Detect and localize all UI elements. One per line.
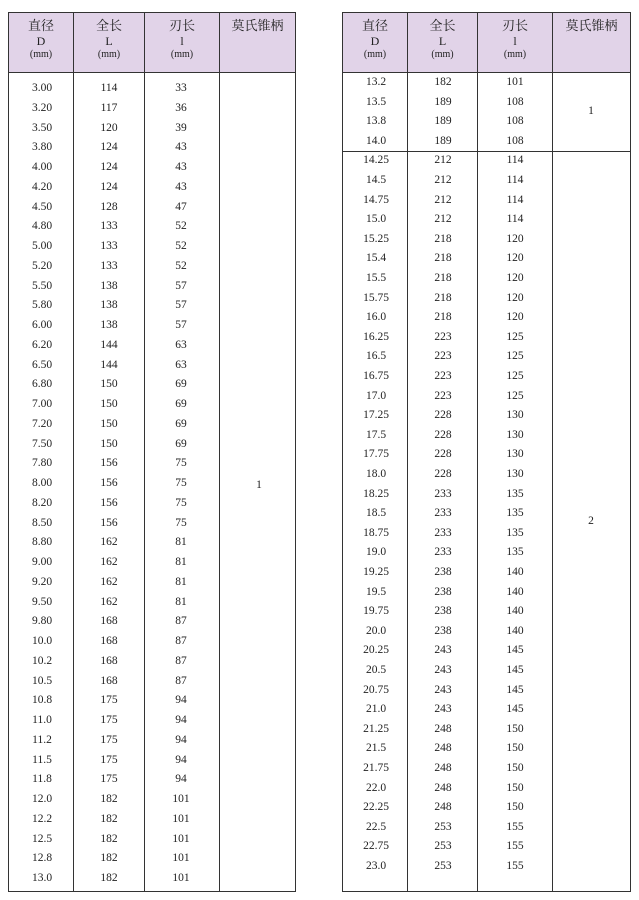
overall-length-cell: 175 (100, 773, 118, 786)
diameter-cell: 12.5 (31, 832, 53, 845)
overall-length-cell: 248 (434, 781, 452, 794)
overall-length-cell: 182 (100, 872, 118, 884)
diameter-cell: 22.75 (363, 840, 389, 853)
flute-length-cell: 94 (175, 733, 187, 746)
flute-length-cell: 145 (506, 683, 524, 696)
overall-length-cell: 120 (100, 121, 118, 134)
diameter-cell: 22.25 (363, 801, 389, 814)
header-symbol: D (370, 34, 380, 49)
diameter-cell: 6.50 (31, 358, 53, 371)
overall-length-cell: 124 (100, 141, 118, 154)
header-unit: (mm) (97, 49, 121, 61)
overall-length-cell: 144 (100, 338, 118, 351)
header-unit: (mm) (431, 49, 454, 61)
overall-length-cell: 175 (100, 753, 118, 766)
flute-length-cell: 114 (506, 174, 524, 186)
flute-length-cell: 114 (506, 193, 524, 206)
flute-length-cell: 63 (175, 338, 187, 351)
diameter-cell: 13.2 (365, 76, 387, 88)
header-symbol: L (438, 34, 447, 49)
header-diameter (9, 13, 73, 72)
flute-length-cell: 69 (175, 398, 187, 410)
overall-length-cell: 223 (434, 330, 452, 343)
diameter-cell: 19.0 (365, 546, 387, 559)
flute-length-cell: 52 (175, 240, 187, 252)
flute-length-cell: 135 (506, 487, 524, 500)
overall-length-cell: 133 (100, 240, 118, 252)
overall-length-cell: 238 (434, 566, 452, 578)
overall-length-cell: 243 (434, 683, 452, 696)
overall-length-cell: 228 (434, 468, 452, 480)
column-divider (407, 13, 408, 891)
flute-length-cell: 108 (506, 115, 524, 128)
overall-length-cell: 218 (434, 232, 452, 245)
header-symbol: L (105, 34, 113, 49)
header-title: 刃长 (501, 18, 528, 33)
diameter-cell: 4.80 (31, 220, 53, 233)
overall-length-cell: 156 (100, 516, 118, 529)
overall-length-cell: 248 (434, 722, 452, 735)
overall-length-cell: 223 (434, 370, 452, 382)
flute-length-cell: 155 (506, 860, 524, 872)
header-unit: (mm) (170, 49, 194, 61)
overall-length-cell: 156 (100, 457, 118, 470)
diameter-cell: 21.75 (363, 762, 389, 774)
overall-length-cell: 138 (100, 279, 118, 292)
header-unit: (mm) (363, 49, 387, 61)
column-divider (552, 13, 553, 891)
flute-length-cell: 75 (175, 496, 187, 509)
flute-length-cell: 94 (175, 714, 187, 726)
diameter-cell: 15.5 (365, 272, 387, 284)
flute-length-cell: 101 (172, 832, 190, 845)
overall-length-cell: 238 (434, 624, 452, 637)
flute-length-cell: 87 (175, 674, 187, 687)
drill-table-right (342, 12, 631, 892)
diameter-cell: 18.0 (365, 468, 387, 480)
diameter-cell: 7.20 (31, 417, 53, 430)
diameter-cell: 16.25 (363, 330, 389, 343)
diameter-cell: 7.50 (31, 437, 53, 450)
overall-length-cell: 117 (100, 101, 118, 114)
table-header (343, 13, 630, 73)
overall-length-cell: 253 (434, 840, 452, 853)
overall-length-cell: 138 (100, 299, 118, 312)
flute-length-cell: 114 (506, 154, 524, 167)
diameter-cell: 5.20 (31, 259, 53, 272)
diameter-cell: 12.8 (31, 852, 53, 865)
diameter-cell: 6.00 (31, 319, 53, 331)
diameter-cell: 14.5 (365, 174, 387, 186)
flute-length-cell: 101 (506, 76, 524, 88)
flute-length-cell: 120 (506, 252, 524, 265)
diameter-cell: 18.25 (363, 487, 389, 500)
overall-length-cell: 212 (434, 154, 452, 167)
diameter-cell: 12.2 (31, 812, 53, 825)
diameter-cell: 8.00 (31, 477, 53, 489)
flute-length-cell: 150 (506, 742, 524, 755)
diameter-cell: 4.20 (31, 180, 53, 193)
flute-length-cell: 94 (175, 773, 187, 786)
flute-length-cell: 43 (175, 180, 187, 193)
flute-length-cell: 94 (175, 694, 187, 707)
diameter-cell: 22.5 (365, 820, 387, 833)
overall-length-cell: 212 (434, 213, 452, 226)
column-divider (219, 13, 220, 891)
overall-length-cell: 212 (434, 193, 452, 206)
overall-length-cell: 253 (434, 860, 452, 872)
overall-length-cell: 189 (434, 134, 452, 147)
flute-length-cell: 130 (506, 468, 524, 480)
flute-length-cell: 125 (506, 330, 524, 343)
diameter-cell: 5.80 (31, 299, 53, 312)
diameter-cell: 11.2 (32, 733, 52, 746)
overall-length-cell: 162 (100, 575, 118, 588)
diameter-cell: 19.5 (365, 585, 387, 598)
flute-length-cell: 155 (506, 820, 524, 833)
overall-length-cell: 189 (434, 115, 452, 128)
flute-length-cell: 150 (506, 781, 524, 794)
header-diameter (343, 13, 407, 72)
flute-length-cell: 36 (175, 101, 187, 114)
group-divider (343, 151, 630, 152)
diameter-cell: 19.75 (363, 605, 389, 618)
flute-length-cell: 87 (175, 635, 187, 647)
diameter-cell: 13.8 (365, 115, 387, 128)
overall-length-cell: 144 (100, 358, 118, 371)
diameter-cell: 21.5 (365, 742, 387, 755)
overall-length-cell: 162 (100, 556, 118, 568)
flute-length-cell: 47 (175, 200, 187, 213)
diameter-cell: 17.5 (365, 428, 387, 441)
header-flute-length (145, 13, 219, 72)
overall-length-cell: 253 (434, 820, 452, 833)
flute-length-cell: 145 (506, 664, 524, 676)
diameter-cell: 6.20 (31, 338, 53, 351)
flute-length-cell: 125 (506, 370, 524, 382)
overall-length-cell: 175 (100, 733, 118, 746)
overall-length-cell: 218 (434, 311, 452, 324)
diameter-cell: 3.50 (31, 121, 53, 134)
header-symbol: D (36, 34, 46, 49)
diameter-cell: 20.5 (365, 664, 387, 676)
overall-length-cell: 150 (100, 437, 118, 450)
flute-length-cell: 81 (175, 575, 187, 588)
header-morse-taper (220, 13, 295, 72)
flute-length-cell: 135 (506, 526, 524, 539)
diameter-cell: 20.0 (365, 624, 387, 637)
diameter-cell: 20.75 (363, 683, 389, 696)
flute-length-cell: 125 (506, 350, 524, 363)
flute-length-cell: 101 (172, 872, 190, 884)
flute-length-cell: 81 (175, 595, 187, 608)
flute-length-cell: 81 (175, 556, 187, 568)
flute-length-cell: 75 (175, 457, 187, 470)
overall-length-cell: 150 (100, 417, 118, 430)
overall-length-cell: 248 (434, 801, 452, 814)
diameter-cell: 7.00 (31, 398, 53, 410)
diameter-cell: 13.5 (365, 95, 387, 108)
flute-length-cell: 52 (175, 259, 187, 272)
flute-length-cell: 145 (506, 703, 524, 716)
diameter-cell: 3.80 (31, 141, 53, 154)
diameter-cell: 17.25 (363, 409, 389, 422)
flute-length-cell: 130 (506, 409, 524, 422)
overall-length-cell: 168 (100, 674, 118, 687)
flute-length-cell: 150 (506, 801, 524, 814)
overall-length-cell: 238 (434, 585, 452, 598)
flute-length-cell: 108 (506, 134, 524, 147)
diameter-cell: 13.0 (31, 872, 53, 884)
column-divider (73, 13, 74, 891)
header-morse-taper (553, 13, 630, 72)
header-title: 直径 (361, 18, 388, 33)
overall-length-cell: 223 (434, 350, 452, 363)
overall-length-cell: 175 (100, 694, 118, 707)
diameter-cell: 11.5 (32, 753, 52, 766)
flute-length-cell: 57 (175, 319, 187, 331)
overall-length-cell: 233 (434, 487, 452, 500)
flute-length-cell: 140 (506, 585, 524, 598)
overall-length-cell: 223 (434, 389, 452, 402)
diameter-cell: 20.25 (363, 644, 389, 657)
diameter-cell: 5.50 (31, 279, 53, 292)
header-symbol: l (180, 34, 184, 49)
overall-length-cell: 218 (434, 252, 452, 265)
flute-length-cell: 140 (506, 566, 524, 578)
header-symbol: l (513, 34, 517, 49)
flute-length-cell: 125 (506, 389, 524, 402)
overall-length-cell: 228 (434, 409, 452, 422)
flute-length-cell: 43 (175, 141, 187, 154)
overall-length-cell: 233 (434, 507, 452, 520)
flute-length-cell: 155 (506, 840, 524, 853)
morse-taper-cell: 1 (588, 105, 594, 118)
flute-length-cell: 57 (175, 299, 187, 312)
flute-length-cell: 120 (506, 311, 524, 324)
column-divider (144, 13, 145, 891)
diameter-cell: 17.0 (365, 389, 387, 402)
flute-length-cell: 120 (506, 272, 524, 284)
flute-length-cell: 57 (175, 279, 187, 292)
overall-length-cell: 133 (100, 259, 118, 272)
flute-length-cell: 43 (175, 161, 187, 173)
flute-length-cell: 39 (175, 121, 187, 134)
flute-length-cell: 140 (506, 624, 524, 637)
overall-length-cell: 248 (434, 762, 452, 774)
drill-table-left (8, 12, 296, 892)
diameter-cell: 6.80 (31, 378, 53, 391)
flute-length-cell: 81 (175, 536, 187, 549)
flute-length-cell: 120 (506, 291, 524, 304)
overall-length-cell: 243 (434, 664, 452, 676)
diameter-cell: 21.0 (365, 703, 387, 716)
diameter-cell: 12.0 (31, 793, 53, 805)
diameter-cell: 16.75 (363, 370, 389, 382)
flute-length-cell: 87 (175, 654, 187, 667)
table-header (9, 13, 295, 73)
header-title: 莫氏锥柄 (565, 18, 618, 33)
diameter-cell: 5.00 (31, 240, 53, 252)
overall-length-cell: 150 (100, 378, 118, 391)
overall-length-cell: 182 (100, 852, 118, 865)
overall-length-cell: 212 (434, 174, 452, 186)
flute-length-cell: 52 (175, 220, 187, 233)
diameter-cell: 23.0 (365, 860, 387, 872)
diameter-cell: 10.0 (31, 635, 53, 647)
flute-length-cell: 150 (506, 722, 524, 735)
overall-length-cell: 138 (100, 319, 118, 331)
overall-length-cell: 238 (434, 605, 452, 618)
header-overall-length (408, 13, 477, 72)
diameter-cell: 9.80 (31, 615, 53, 628)
overall-length-cell: 182 (100, 832, 118, 845)
flute-length-cell: 140 (506, 605, 524, 618)
header-flute-length (478, 13, 552, 72)
overall-length-cell: 168 (100, 615, 118, 628)
overall-length-cell: 156 (100, 496, 118, 509)
flute-length-cell: 135 (506, 507, 524, 520)
overall-length-cell: 182 (100, 812, 118, 825)
overall-length-cell: 182 (100, 793, 118, 805)
diameter-cell: 11.0 (32, 714, 52, 726)
diameter-cell: 21.25 (363, 722, 389, 735)
header-title: 全长 (429, 18, 456, 33)
diameter-cell: 16.5 (365, 350, 387, 363)
diameter-cell: 9.50 (31, 595, 53, 608)
flute-length-cell: 69 (175, 417, 187, 430)
diameter-cell: 15.75 (363, 291, 389, 304)
header-overall-length (74, 13, 144, 72)
flute-length-cell: 114 (506, 213, 524, 226)
overall-length-cell: 175 (100, 714, 118, 726)
overall-length-cell: 124 (100, 161, 118, 173)
overall-length-cell: 114 (100, 82, 118, 94)
diameter-cell: 10.2 (31, 654, 53, 667)
header-title: 刃长 (168, 18, 195, 33)
flute-length-cell: 130 (506, 448, 524, 461)
overall-length-cell: 168 (100, 635, 118, 647)
overall-length-cell: 168 (100, 654, 118, 667)
diameter-cell: 11.8 (32, 773, 52, 786)
diameter-cell: 14.75 (363, 193, 389, 206)
diameter-cell: 14.25 (363, 154, 389, 167)
diameter-cell: 8.20 (31, 496, 53, 509)
overall-length-cell: 233 (434, 546, 452, 559)
diameter-cell: 9.00 (31, 556, 53, 568)
header-unit: (mm) (503, 49, 527, 61)
overall-length-cell: 124 (100, 180, 118, 193)
flute-length-cell: 94 (175, 753, 187, 766)
overall-length-cell: 162 (100, 595, 118, 608)
morse-taper-cell: 2 (588, 514, 594, 527)
diameter-cell: 4.00 (31, 161, 53, 173)
overall-length-cell: 133 (100, 220, 118, 233)
diameter-cell: 15.25 (363, 232, 389, 245)
overall-length-cell: 156 (100, 477, 118, 489)
diameter-cell: 8.50 (31, 516, 53, 529)
header-title: 全长 (95, 18, 122, 33)
diameter-cell: 10.8 (31, 694, 53, 707)
diameter-cell: 18.5 (365, 507, 387, 520)
overall-length-cell: 218 (434, 291, 452, 304)
diameter-cell: 16.0 (365, 311, 387, 324)
diameter-cell: 17.75 (363, 448, 389, 461)
flute-length-cell: 33 (175, 82, 187, 94)
diameter-cell: 10.5 (31, 674, 53, 687)
overall-length-cell: 243 (434, 703, 452, 716)
flute-length-cell: 75 (175, 516, 187, 529)
diameter-cell: 14.0 (365, 134, 387, 147)
diameter-cell: 3.00 (31, 82, 53, 94)
flute-length-cell: 101 (172, 812, 190, 825)
diameter-cell: 15.0 (365, 213, 387, 226)
diameter-cell: 8.80 (31, 536, 53, 549)
diameter-cell: 22.0 (365, 781, 387, 794)
flute-length-cell: 150 (506, 762, 524, 774)
overall-length-cell: 228 (434, 428, 452, 441)
header-title: 直径 (27, 18, 54, 33)
flute-length-cell: 75 (175, 477, 187, 489)
flute-length-cell: 101 (172, 852, 190, 865)
flute-length-cell: 135 (506, 546, 524, 559)
column-divider (477, 13, 478, 891)
flute-length-cell: 145 (506, 644, 524, 657)
overall-length-cell: 248 (434, 742, 452, 755)
header-unit: (mm) (29, 49, 53, 61)
overall-length-cell: 150 (100, 398, 118, 410)
diameter-cell: 15.4 (365, 252, 387, 265)
diameter-cell: 7.80 (31, 457, 53, 470)
diameter-cell: 3.20 (31, 101, 53, 114)
flute-length-cell: 69 (175, 378, 187, 391)
overall-length-cell: 233 (434, 526, 452, 539)
overall-length-cell: 243 (434, 644, 452, 657)
diameter-cell: 4.50 (31, 200, 53, 213)
flute-length-cell: 87 (175, 615, 187, 628)
flute-length-cell: 130 (506, 428, 524, 441)
flute-length-cell: 69 (175, 437, 187, 450)
overall-length-cell: 182 (434, 76, 452, 88)
flute-length-cell: 120 (506, 232, 524, 245)
diameter-cell: 18.75 (363, 526, 389, 539)
overall-length-cell: 162 (100, 536, 118, 549)
overall-length-cell: 189 (434, 95, 452, 108)
morse-taper-cell: 1 (256, 478, 262, 491)
overall-length-cell: 218 (434, 272, 452, 284)
diameter-cell: 9.20 (31, 575, 53, 588)
header-title: 莫氏锥柄 (231, 18, 284, 33)
flute-length-cell: 63 (175, 358, 187, 371)
diameter-cell: 19.25 (363, 566, 389, 578)
overall-length-cell: 128 (100, 200, 118, 213)
flute-length-cell: 101 (172, 793, 190, 805)
overall-length-cell: 228 (434, 448, 452, 461)
flute-length-cell: 108 (506, 95, 524, 108)
